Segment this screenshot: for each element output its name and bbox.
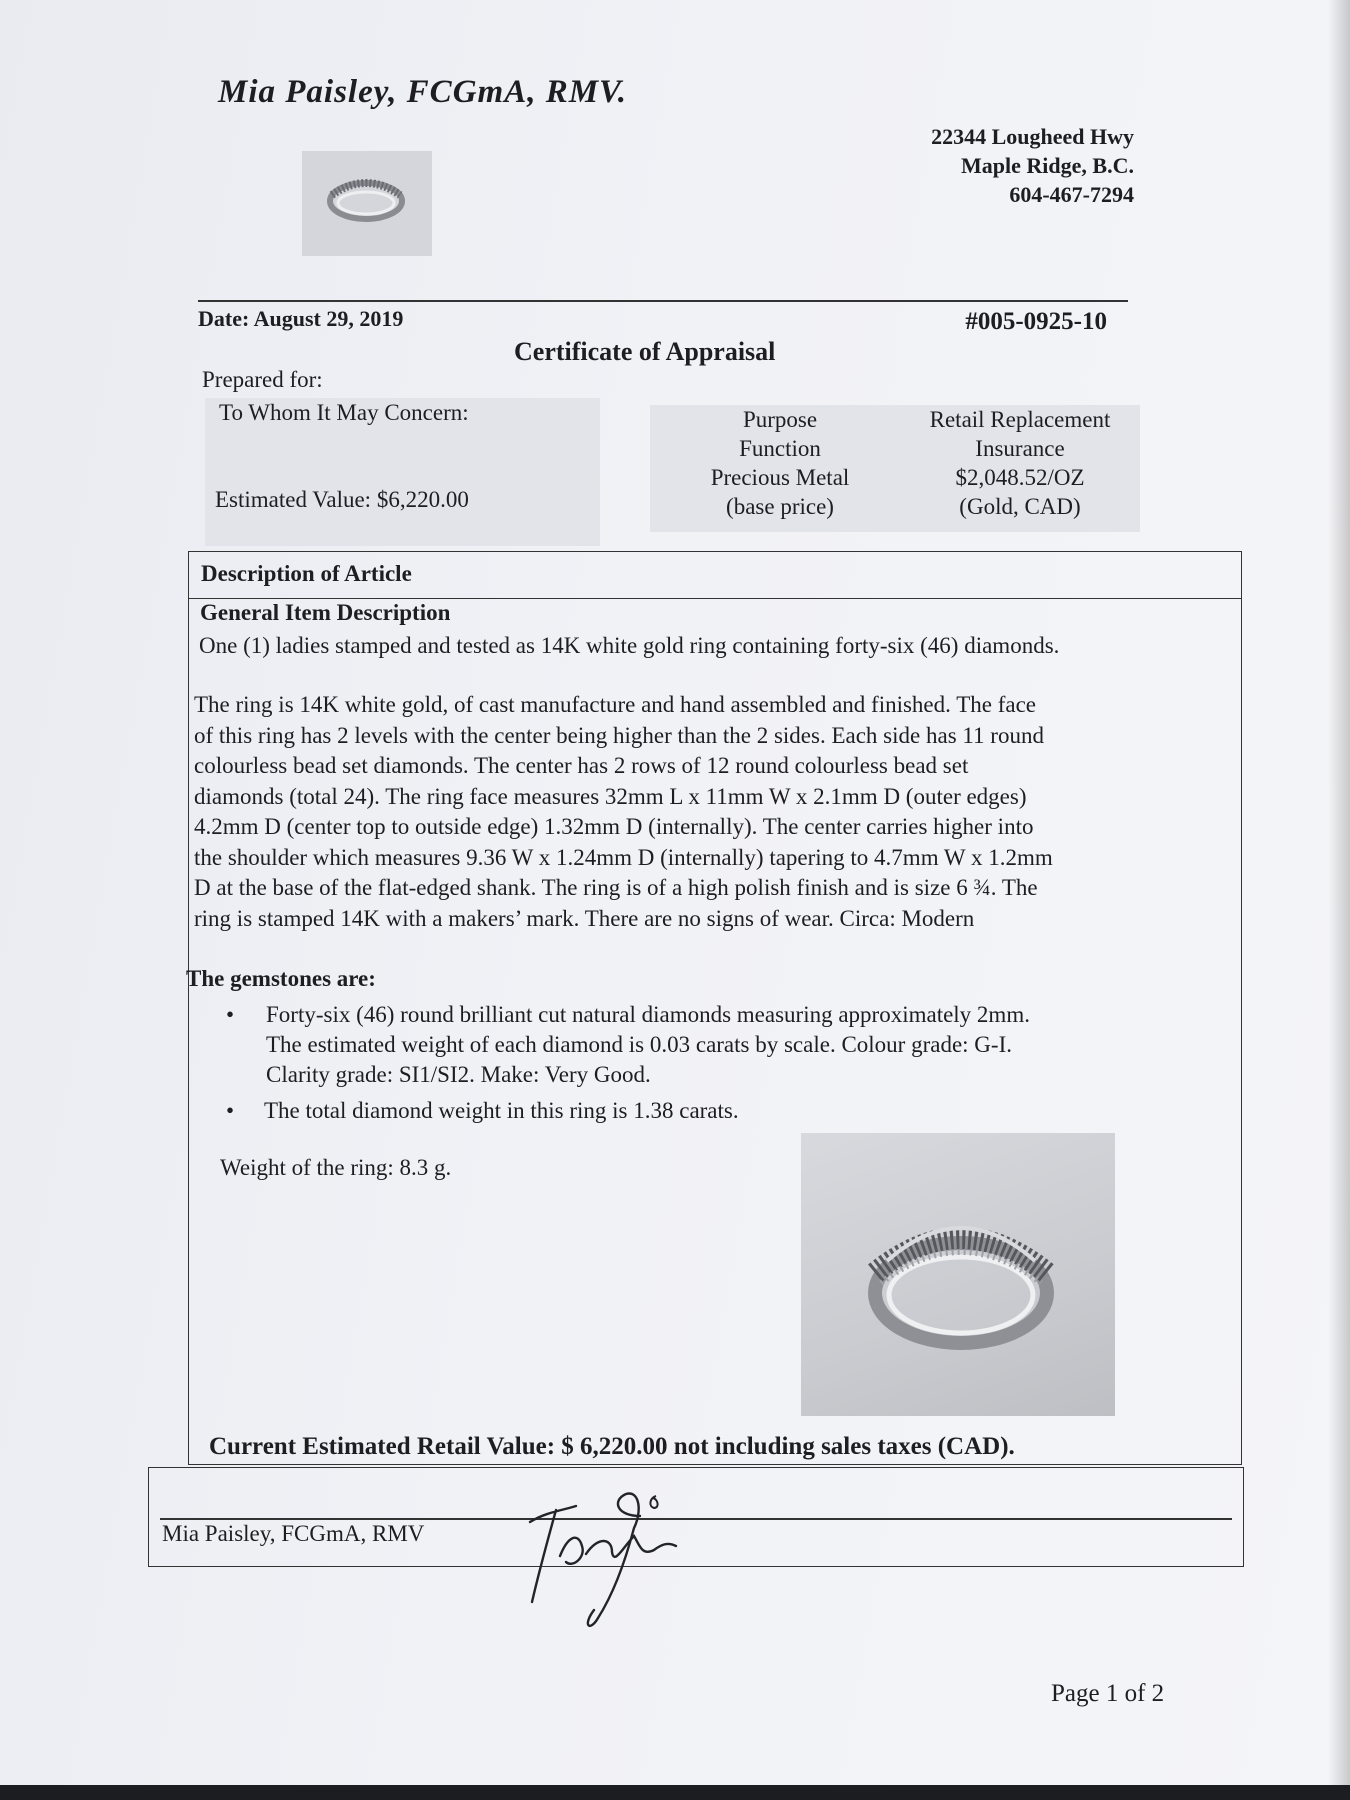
description-line: 4.2mm D (center top to outside edge) 1.32mm D (internally). The center carries higher into: [194, 814, 1034, 839]
purpose-value: Retail Replacement: [929, 407, 1111, 432]
phone-number: 604-467-7294: [1009, 182, 1134, 207]
bullet-line: The estimated weight of each diamond is 0.03 carats by scale. Colour grade: G-I.: [266, 1032, 1012, 1057]
description-heading: Description of Article: [201, 561, 412, 586]
ring-photo: [801, 1133, 1115, 1416]
signature-line: [160, 1518, 1232, 1520]
metal-price-value: $2,048.52/OZ: [955, 465, 1085, 490]
purpose-labels: [680, 405, 880, 521]
bullet-dot-1: •: [226, 1002, 235, 1027]
purpose-values: [905, 405, 1135, 521]
description-line: The ring is 14K white gold, of cast manufacture and hand assembled and finished. The face: [194, 692, 1037, 717]
certificate-number: #005-0925-10: [965, 308, 1107, 335]
page-edge-shadow: [1328, 0, 1350, 1785]
description-line: the shoulder which measures 9.36 W x 1.24mm D (internally) tapering to 4.7mm W x 1.2mm: [194, 844, 1053, 870]
base-price-label: (base price): [726, 494, 834, 519]
description-line: D at the base of the flat-edged shank. The ring is of a high polish finish and is size 6 ¾. The: [194, 875, 1038, 900]
function-label: Function: [739, 436, 821, 461]
description-line: diamonds (total 24). The ring face measures 32mm L x 11mm W x 2.1mm D (outer edges): [194, 783, 1027, 809]
bullet-line: Forty-six (46) round brilliant cut natural diamonds measuring approximately 2mm.: [266, 1002, 1030, 1027]
description-line: of this ring has 2 levels with the center being higher than the 2 sides. Each side has 11 round: [194, 722, 1044, 748]
ring-thumbnail-photo: [302, 151, 432, 256]
ring-weight: Weight of the ring: 8.3 g.: [220, 1155, 452, 1180]
function-value: Insurance: [975, 436, 1065, 461]
appraiser-address: [931, 122, 1134, 209]
prepared-for-label: Prepared for:: [202, 367, 323, 392]
detailed-description: [194, 690, 1053, 934]
page-title: Certificate of Appraisal: [514, 337, 776, 366]
purpose-label: Purpose: [742, 407, 818, 432]
estimated-value: Estimated Value: $6,220.00: [215, 487, 469, 512]
purpose-table: [650, 405, 1140, 532]
header-divider: [198, 300, 1128, 302]
precious-metal-label: Precious Metal: [710, 465, 850, 490]
price-basis-value: (Gold, CAD): [959, 494, 1081, 519]
signature-box: [148, 1467, 1244, 1567]
gemstones-heading: The gemstones are:: [186, 966, 376, 991]
address-line-2: Maple Ridge, B.C.: [961, 153, 1134, 178]
current-retail-value: Current Estimated Retail Value: $ 6,220.00 not including sales taxes (CAD).: [209, 1433, 1015, 1460]
gemstone-bullet-2: The total diamond weight in this ring is 1.38 carats.: [264, 1098, 739, 1123]
appraisal-date: Date: August 29, 2019: [198, 306, 404, 331]
description-line: ring is stamped 14K with a makers’ mark. There are no signs of wear. Circa: Modern: [194, 905, 975, 931]
signatory-name: Mia Paisley, FCGmA, RMV: [162, 1521, 425, 1546]
bullet-dot-2: •: [226, 1098, 235, 1123]
bullet-line: Clarity grade: SI1/SI2. Make: Very Good.: [266, 1062, 651, 1087]
handwritten-signature: [516, 1476, 686, 1636]
appraiser-letterhead: Mia Paisley, FCGmA, RMV.: [218, 74, 628, 110]
description-heading-divider: [188, 598, 1242, 599]
general-description-heading: General Item Description: [200, 600, 451, 625]
general-description-text: One (1) ladies stamped and tested as 14K white gold ring containing forty-six (46) diamonds.: [199, 633, 1060, 658]
page-number: Page 1 of 2: [1051, 1680, 1165, 1707]
gemstone-bullet-1: [266, 1000, 1030, 1090]
prepared-for-value: To Whom It May Concern:: [219, 400, 469, 425]
address-line-1: 22344 Lougheed Hwy: [931, 124, 1134, 149]
description-line: colourless bead set diamonds. The center has 2 rows of 12 round colourless bead set: [194, 753, 969, 778]
